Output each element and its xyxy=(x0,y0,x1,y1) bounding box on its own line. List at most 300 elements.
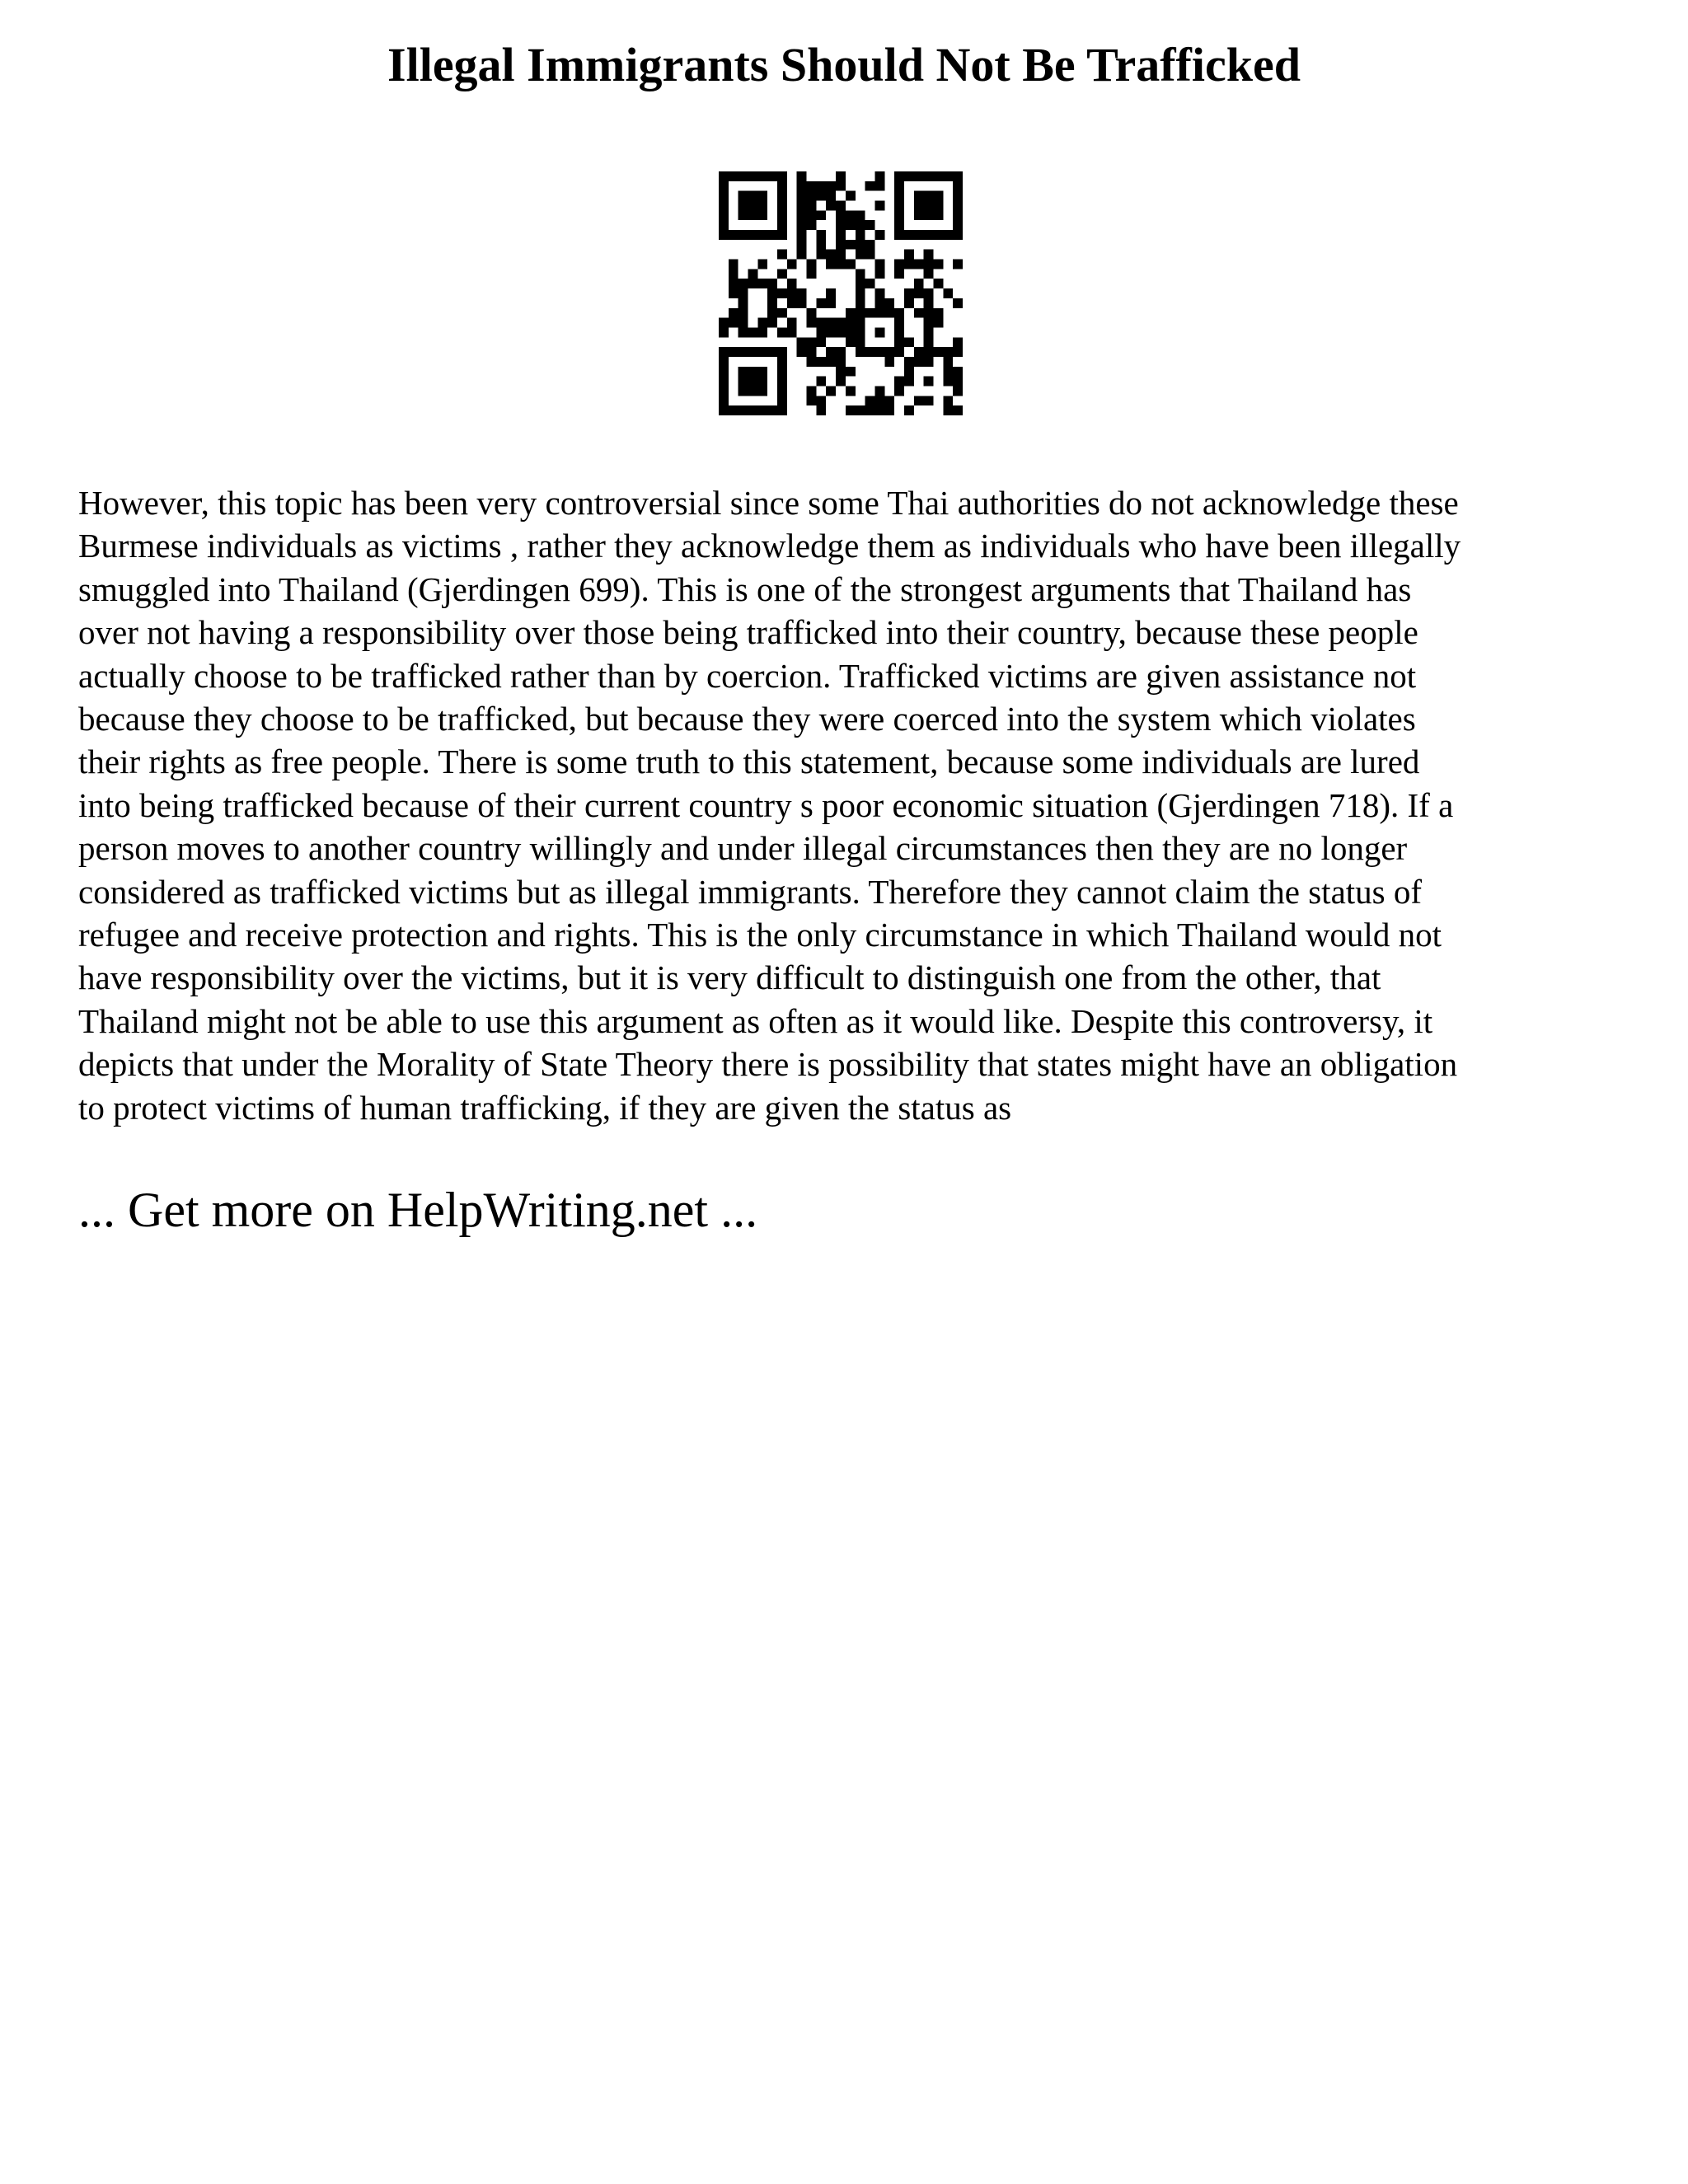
qr-module xyxy=(846,240,856,250)
qr-module xyxy=(816,337,826,347)
qr-module xyxy=(729,269,738,279)
qr-module xyxy=(777,357,787,367)
paragraph-line: to protect victims of human trafficking, if they are given the status as xyxy=(78,1088,1012,1127)
qr-module xyxy=(777,367,787,377)
qr-module xyxy=(797,181,807,191)
qr-module xyxy=(836,318,846,328)
qr-module xyxy=(826,327,836,337)
qr-module xyxy=(807,396,817,405)
qr-module xyxy=(738,327,748,337)
qr-module xyxy=(797,240,807,250)
qr-module xyxy=(777,308,787,318)
qr-module xyxy=(846,337,856,347)
qr-module xyxy=(933,347,943,357)
qr-module xyxy=(865,347,875,357)
paragraph-line: person moves to another country willingly and under illegal circumstances then they are no longer xyxy=(78,829,1408,868)
paragraph-line: Thailand might not be able to use this argument as often as it would like. Despite this controversy, it xyxy=(78,1001,1433,1040)
qr-module xyxy=(836,240,846,250)
qr-module xyxy=(738,191,748,201)
qr-module xyxy=(748,405,758,415)
qr-module xyxy=(797,288,807,298)
qr-module xyxy=(856,337,865,347)
qr-module xyxy=(953,230,963,240)
qr-module xyxy=(856,405,865,415)
qr-module xyxy=(865,396,875,405)
qr-module xyxy=(738,347,748,357)
qr-module xyxy=(894,220,904,230)
qr-module xyxy=(757,230,767,240)
qr-code-icon[interactable] xyxy=(719,171,963,415)
qr-module xyxy=(874,298,884,308)
qr-module xyxy=(777,201,787,211)
qr-module xyxy=(757,386,767,396)
qr-module xyxy=(856,347,865,357)
qr-module xyxy=(933,171,943,181)
qr-module xyxy=(953,337,963,347)
qr-module xyxy=(884,396,894,405)
qr-module xyxy=(924,337,934,347)
qr-module xyxy=(826,288,836,298)
qr-module xyxy=(846,191,856,201)
qr-module xyxy=(894,269,904,279)
qr-module xyxy=(738,210,748,220)
qr-module xyxy=(924,396,934,405)
paragraph-line: over not having a responsibility over those being trafficked into their country, because these people xyxy=(78,613,1418,652)
qr-module xyxy=(953,260,963,269)
qr-module xyxy=(904,367,914,377)
qr-module xyxy=(914,210,924,220)
qr-module xyxy=(826,201,836,211)
qr-module xyxy=(807,220,817,230)
qr-module xyxy=(874,386,884,396)
qr-module xyxy=(904,357,914,367)
qr-module xyxy=(719,210,729,220)
qr-module xyxy=(933,210,943,220)
qr-module xyxy=(748,201,758,211)
qr-module xyxy=(757,201,767,211)
qr-module xyxy=(777,386,787,396)
qr-module xyxy=(826,181,836,191)
qr-module xyxy=(894,181,904,191)
qr-module xyxy=(748,386,758,396)
qr-module xyxy=(904,250,914,260)
qr-module xyxy=(943,367,953,377)
qr-module xyxy=(748,367,758,377)
qr-module xyxy=(777,377,787,387)
qr-module xyxy=(874,347,884,357)
qr-module xyxy=(816,298,826,308)
qr-module xyxy=(884,357,894,367)
qr-module xyxy=(933,279,943,288)
qr-module xyxy=(865,308,875,318)
qr-module xyxy=(914,347,924,357)
qr-module xyxy=(865,279,875,288)
qr-module xyxy=(874,327,884,337)
qr-module xyxy=(807,318,817,328)
qr-module xyxy=(767,308,777,318)
qr-module xyxy=(729,308,738,318)
qr-module xyxy=(767,347,777,357)
qr-module xyxy=(924,377,934,387)
qr-module xyxy=(894,171,904,181)
qr-module xyxy=(719,220,729,230)
qr-module xyxy=(757,171,767,181)
qr-module xyxy=(719,191,729,201)
qr-module xyxy=(953,210,963,220)
qr-module xyxy=(846,367,856,377)
qr-module xyxy=(748,171,758,181)
qr-module xyxy=(953,367,963,377)
qr-module xyxy=(836,367,846,377)
qr-module xyxy=(748,327,758,337)
qr-module xyxy=(865,240,875,250)
qr-module xyxy=(757,260,767,269)
paragraph-line: smuggled into Thailand (Gjerdingen 699). This is one of the strongest arguments that Thailand has xyxy=(78,569,1412,608)
qr-module xyxy=(836,347,846,357)
qr-module xyxy=(953,201,963,211)
qr-module xyxy=(894,201,904,211)
qr-module xyxy=(719,171,729,181)
qr-module xyxy=(816,240,826,250)
qr-module xyxy=(807,210,817,220)
qr-module xyxy=(943,377,953,387)
qr-module xyxy=(836,357,846,367)
qr-module xyxy=(738,386,748,396)
qr-module xyxy=(894,308,904,318)
qr-module xyxy=(933,191,943,201)
qr-module xyxy=(816,357,826,367)
qr-module xyxy=(807,308,817,318)
qr-module xyxy=(738,171,748,181)
qr-module xyxy=(807,260,817,269)
qr-module xyxy=(826,386,836,396)
qr-module xyxy=(953,171,963,181)
qr-module xyxy=(856,318,865,328)
qr-module xyxy=(846,260,856,269)
qr-module xyxy=(729,260,738,269)
qr-module xyxy=(856,308,865,318)
qr-module xyxy=(924,260,934,269)
qr-module xyxy=(719,386,729,396)
qr-module xyxy=(856,288,865,298)
qr-module xyxy=(816,405,826,415)
qr-module xyxy=(816,396,826,405)
qr-module xyxy=(738,308,748,318)
qr-module xyxy=(729,279,738,288)
qr-module xyxy=(748,191,758,201)
qr-module xyxy=(894,337,904,347)
qr-module xyxy=(865,405,875,415)
qr-module xyxy=(816,377,826,387)
qr-module xyxy=(787,318,797,328)
qr-module xyxy=(807,347,817,357)
qr-module xyxy=(924,298,934,308)
qr-module xyxy=(719,318,729,328)
qr-module xyxy=(874,269,884,279)
qr-module xyxy=(719,405,729,415)
qr-module xyxy=(797,191,807,201)
qr-module xyxy=(738,298,748,308)
qr-module xyxy=(777,327,787,337)
qr-module xyxy=(729,230,738,240)
qr-module xyxy=(729,171,738,181)
qr-module xyxy=(729,347,738,357)
qr-module xyxy=(856,269,865,279)
qr-module xyxy=(777,347,787,357)
qr-module xyxy=(874,181,884,191)
qr-module xyxy=(757,191,767,201)
qr-module xyxy=(777,269,787,279)
qr-module xyxy=(719,367,729,377)
qr-module xyxy=(846,308,856,318)
qr-module xyxy=(914,201,924,211)
qr-module xyxy=(943,405,953,415)
qr-module xyxy=(943,396,953,405)
qr-module xyxy=(894,347,904,357)
qr-module xyxy=(767,171,777,181)
qr-module xyxy=(904,171,914,181)
qr-module xyxy=(757,367,767,377)
qr-module xyxy=(846,210,856,220)
qr-module xyxy=(856,210,865,220)
qr-module xyxy=(894,386,904,396)
qr-module xyxy=(757,327,767,337)
qr-module xyxy=(856,230,865,240)
qr-module xyxy=(874,308,884,318)
qr-module xyxy=(846,386,856,396)
qr-module xyxy=(777,210,787,220)
qr-module xyxy=(894,230,904,240)
qr-module xyxy=(719,377,729,387)
qr-module xyxy=(719,327,729,337)
qr-module xyxy=(826,250,836,260)
qr-module xyxy=(836,250,846,260)
qr-module xyxy=(748,347,758,357)
paragraph-line: considered as trafficked victims but as illegal immigrants. Therefore they cannot claim the status of xyxy=(78,872,1423,911)
qr-module xyxy=(748,269,758,279)
qr-module xyxy=(924,230,934,240)
qr-module xyxy=(807,357,817,367)
qr-module xyxy=(884,298,894,308)
qr-module xyxy=(816,250,826,260)
qr-module xyxy=(904,337,914,347)
qr-module xyxy=(914,191,924,201)
qr-module xyxy=(777,396,787,405)
qr-module xyxy=(904,405,914,415)
qr-module xyxy=(904,260,914,269)
qr-module xyxy=(904,298,914,308)
qr-module xyxy=(953,220,963,230)
qr-module xyxy=(894,210,904,220)
qr-module xyxy=(856,220,865,230)
qr-module xyxy=(797,298,807,308)
qr-module xyxy=(846,327,856,337)
qr-module xyxy=(924,171,934,181)
qr-module xyxy=(767,318,777,328)
qr-module xyxy=(894,318,904,328)
qr-module xyxy=(924,318,934,328)
paragraph-line: Burmese individuals as victims , rather they acknowledge them as individuals who have been illegally xyxy=(78,527,1461,565)
qr-module xyxy=(865,220,875,230)
qr-module xyxy=(856,298,865,308)
qr-module xyxy=(894,191,904,201)
qr-module xyxy=(748,230,758,240)
qr-module xyxy=(816,230,826,240)
paragraph-line: because they choose to be trafficked, but because they were coerced into the system which violates xyxy=(78,700,1416,738)
qr-module xyxy=(836,260,846,269)
qr-module xyxy=(767,288,777,298)
qr-module xyxy=(757,210,767,220)
qr-module xyxy=(729,405,738,415)
qr-module xyxy=(874,260,884,269)
qr-module xyxy=(924,201,934,211)
qr-module xyxy=(933,318,943,328)
paragraph-line: However, this topic has been very controversial since some Thai authorities do not acknowledge these xyxy=(78,484,1459,522)
qr-module xyxy=(924,269,934,279)
qr-module xyxy=(777,250,787,260)
qr-module xyxy=(816,327,826,337)
qr-module xyxy=(836,327,846,337)
qr-module xyxy=(953,191,963,201)
qr-module xyxy=(914,396,924,405)
qr-module xyxy=(719,181,729,191)
qr-module xyxy=(826,260,836,269)
qr-module xyxy=(924,308,934,318)
qr-module xyxy=(797,347,807,357)
qr-module xyxy=(884,308,894,318)
qr-module xyxy=(924,357,934,367)
qr-module xyxy=(777,288,787,298)
qr-module xyxy=(953,386,963,396)
qr-module xyxy=(953,377,963,387)
paragraph-line: refugee and receive protection and rights. This is the only circumstance in which Thailand would not xyxy=(78,916,1442,954)
qr-module xyxy=(904,230,914,240)
qr-module xyxy=(787,260,797,269)
qr-module xyxy=(757,279,767,288)
qr-module xyxy=(943,230,953,240)
qr-module xyxy=(846,220,856,230)
get-more-link[interactable]: ... Get more on HelpWriting.net ... xyxy=(78,1183,758,1237)
qr-module xyxy=(777,181,787,191)
qr-module xyxy=(865,181,875,191)
qr-module xyxy=(953,298,963,308)
qr-module xyxy=(894,377,904,387)
qr-module xyxy=(836,220,846,230)
qr-module xyxy=(914,357,924,367)
paragraph-line: depicts that under the Morality of State Theory there is possibility that states might have an obligation xyxy=(78,1045,1458,1084)
essay-paragraph xyxy=(78,481,1620,1129)
qr-module xyxy=(836,181,846,191)
qr-module xyxy=(846,405,856,415)
qr-module xyxy=(904,377,914,387)
qr-module xyxy=(738,377,748,387)
qr-module xyxy=(943,357,953,367)
qr-module xyxy=(836,230,846,240)
qr-module xyxy=(884,405,894,415)
qr-module xyxy=(874,288,884,298)
qr-module xyxy=(729,288,738,298)
qr-module xyxy=(719,357,729,367)
qr-module xyxy=(757,405,767,415)
qr-module xyxy=(856,250,865,260)
qr-module xyxy=(797,337,807,347)
qr-module xyxy=(924,347,934,357)
qr-module xyxy=(797,210,807,220)
qr-module xyxy=(894,260,904,269)
qr-module xyxy=(836,210,846,220)
qr-module xyxy=(924,191,934,201)
qr-module xyxy=(933,230,943,240)
qr-module xyxy=(729,318,738,328)
qr-module xyxy=(914,230,924,240)
qr-module xyxy=(914,288,924,298)
qr-module xyxy=(816,191,826,201)
paragraph-line: have responsibility over the victims, but it is very difficult to distinguish one from the other, that xyxy=(78,958,1381,997)
qr-module xyxy=(787,288,797,298)
qr-module xyxy=(777,230,787,240)
qr-module xyxy=(738,367,748,377)
qr-module xyxy=(816,210,826,220)
qr-module xyxy=(816,181,826,191)
qr-module xyxy=(797,201,807,211)
qr-module xyxy=(826,347,836,357)
qr-module xyxy=(953,347,963,357)
paragraph-line: into being trafficked because of their current country s poor economic situation (Gjerdingen 718). If a xyxy=(78,785,1454,824)
qr-module xyxy=(904,288,914,298)
qr-module xyxy=(777,191,787,201)
qr-module xyxy=(856,279,865,288)
qr-module xyxy=(807,181,817,191)
qr-module xyxy=(787,327,797,337)
qr-module xyxy=(933,260,943,269)
qr-module xyxy=(787,279,797,288)
qr-module xyxy=(874,201,884,211)
qr-module xyxy=(874,171,884,181)
qr-module xyxy=(914,171,924,181)
qr-module xyxy=(777,171,787,181)
qr-module xyxy=(738,201,748,211)
qr-module xyxy=(797,250,807,260)
qr-module xyxy=(807,269,817,279)
paragraph-line: actually choose to be trafficked rather than by coercion. Trafficked victims are given assistance not xyxy=(78,656,1417,695)
qr-module xyxy=(748,210,758,220)
qr-module xyxy=(738,288,748,298)
qr-module xyxy=(836,377,846,387)
qr-module xyxy=(807,337,817,347)
qr-module xyxy=(943,347,953,357)
qr-module xyxy=(953,405,963,415)
qr-module xyxy=(807,201,817,211)
qr-module xyxy=(757,318,767,328)
qr-module xyxy=(826,298,836,308)
qr-module xyxy=(865,250,875,260)
qr-module xyxy=(826,357,836,367)
qr-module xyxy=(797,220,807,230)
qr-module xyxy=(719,396,729,405)
qr-module xyxy=(757,377,767,387)
qr-module xyxy=(767,405,777,415)
qr-module xyxy=(748,377,758,387)
qr-module xyxy=(777,220,787,230)
qr-module xyxy=(884,347,894,357)
qr-module xyxy=(767,279,777,288)
qr-module xyxy=(894,327,904,337)
qr-module xyxy=(933,201,943,211)
qr-module xyxy=(933,308,943,318)
qr-module xyxy=(787,298,797,308)
qr-module xyxy=(777,405,787,415)
qr-module xyxy=(738,318,748,328)
